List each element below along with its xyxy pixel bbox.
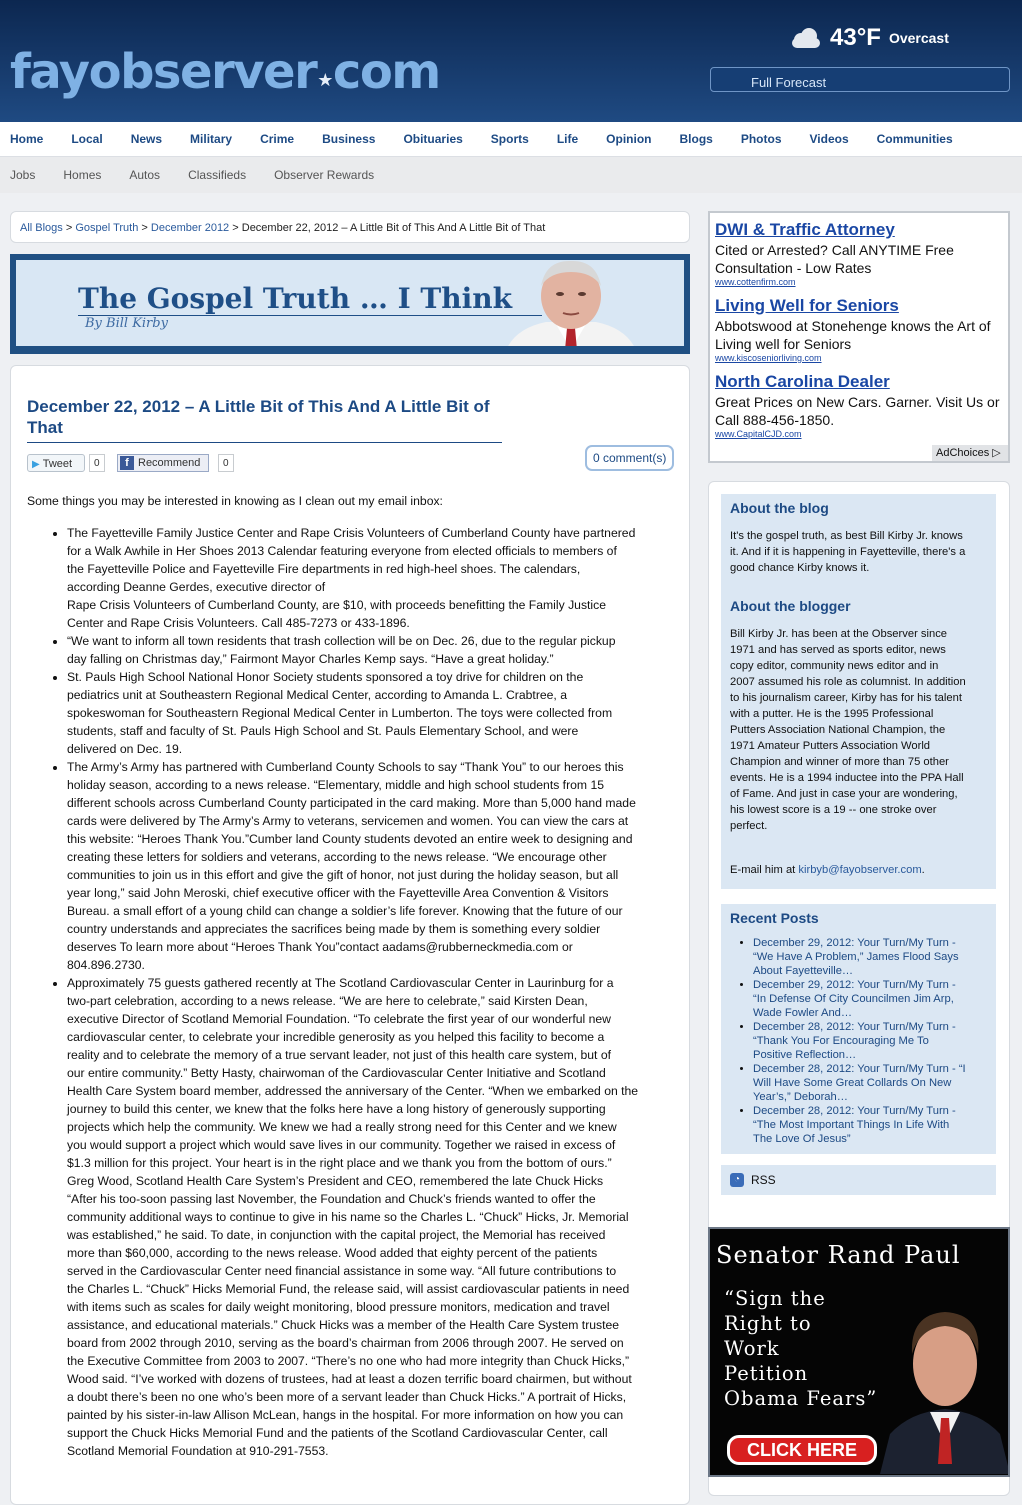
text-line: executive Director of Scotland Memorial Foundation. “To celebrate the first year of our wonderful new [67,1012,611,1026]
text-line: Putters Association National Champion, the [730,724,946,736]
nav-crime[interactable]: Crime [260,132,295,146]
text-line: • December 28, 2012: Your Turn/My Turn - “I [753,1063,966,1075]
logo-suffix: com [332,44,440,100]
email-prefix: E-mail him at [730,864,796,876]
nav-news[interactable]: News [130,132,163,146]
list-item [753,1062,987,1104]
text-line: cardiovascular center, to celebrate your incredible generosity as you helped this facility to become a [67,1030,605,1044]
text-line: Bureau. a small effort of a young child can change a soldier’s life forever. Knowing that the future of our [67,904,623,918]
site-logo[interactable] [10,44,440,100]
text-line: • Approximately 75 guests gathered recently at The Scotland Cardiovascular Center in Laurinburg for a [67,976,614,990]
recommend-button[interactable] [117,454,209,472]
text-line: journey to build this center, we knew that the folks here have a long history of generously supporting [67,1102,606,1116]
cloud-icon [790,27,822,49]
list-item [753,936,987,978]
list-item [753,1020,987,1062]
recent-post-link[interactable] [753,1104,987,1146]
text-line: to his journalism career, Kirby has for his talent [730,692,962,704]
ad-url[interactable]: www.kiscoseniorliving.com [715,353,822,363]
text-line: with items such as scales for daily weight monitoring, blood pressure monitors, medication and travel [67,1300,610,1314]
breadcrumb [10,211,690,243]
text-line: About Fayetteville… [753,965,854,977]
list-item [753,978,987,1020]
ad-title[interactable]: DWI & Traffic Attorney [715,220,895,239]
nav-sports[interactable]: Sports [490,132,529,146]
text-line: 1971 Amateur Putters Association World [730,740,931,752]
ad-text: Cited or Arrested? Call ANYTIME Free [715,242,954,258]
weather-condition: Overcast [888,30,949,46]
text-line: the Charles L. “Chuck” Hicks Memorial Fund, the release said, will assist cardiovascular patients in need [67,1282,630,1296]
recent-posts-heading: Recent Posts [730,910,819,926]
text-line: of Fame. And just in case your are wondering, [730,788,958,800]
text-line: $1.3 million for this project. Your heart is in the right place and we thank you from the bottom of ours.” [67,1156,612,1170]
weather-widget [790,24,949,52]
star-icon: ★ [317,70,332,91]
text-line: “The Most Important Things In Life With [753,1119,950,1131]
comments-button[interactable]: 0 comment(s) [585,445,674,471]
breadcrumb-gospel-truth[interactable]: Gospel Truth [75,222,139,234]
text-line: year long,” said John Meroski, chief executive officer with the Fayetteville Area Convention & Visitors [67,886,609,900]
text-line: • “We want to inform all town residents that trash collection will be on Dec. 26, due to the regular pickup [67,634,616,648]
rand-paul-ad[interactable] [708,1227,1010,1477]
list-item [67,632,679,668]
text-line: students, staff and faculty of St. Pauls High School and St. Pauls Elementary School, and were [67,724,579,738]
text-line: the Executive Committee from 2003 to 2007. “There’s no one who had more integrity than Chuck Hicks,” [67,1354,630,1368]
email-line [730,862,987,878]
text-line: Positive Reflection… [753,1049,857,1061]
text-line: day falling on Christmas day,” Fairmont Mayor Charles Kemp says. “Have a great holiday.” [67,652,554,666]
text-line: “After his too-soon passing last November, the Foundation and Chuck’s friends wanted to offer the [67,1192,596,1206]
article-list [67,524,679,1460]
text-line: our entire community.” Betty Hasty, chairwoman of the Cardiovascular Center Initiative and Scotland [67,1066,606,1080]
ad-text: Call 888-456-1850. [715,412,835,428]
text-line: his lowest score is a 19 -- one stroke over [730,804,937,816]
text-line: It's the gospel truth, as best Bill Kirby Jr. knows [730,530,963,542]
list-item [67,524,679,632]
list-item [67,668,679,758]
text-line: was established,” he said. To date, in conjunction with the capital project, the Memorial has received [67,1228,606,1242]
ad-headline: Senator Rand Paul [716,1241,961,1269]
nav-home[interactable]: Home [10,132,44,146]
site-header [0,0,1022,122]
text-line: Greg Wood, Scotland Health Care System’s President and CEO, remembered the late Chuck Hicks [67,1174,604,1188]
full-forecast-button[interactable]: Full Forecast [710,67,1010,92]
adchoices-button[interactable] [932,445,1008,461]
ad-title[interactable]: North Carolina Dealer [715,372,890,391]
text-line: Will Have Some Great Collards On New [753,1077,952,1089]
rss-link[interactable] [721,1165,996,1195]
text-line: you would support a project which would save lives in our community. Together we raised in excess of [67,1138,616,1152]
text-line: communities to join us in this effort and give the gift of honor, not just during the holiday season, but all [67,868,619,882]
nav-homes[interactable]: Homes [63,168,102,182]
breadcrumb-separator: > [232,222,239,234]
email-suffix: . [921,864,925,876]
breadcrumb-separator: > [141,222,148,234]
nav-business[interactable]: Business [322,132,376,146]
text-line: reality and to celebrate the memory of a true servant leader, not just of this health care system, but of [67,1048,611,1062]
about-blogger-text [730,626,987,834]
ad-quote [724,1286,877,1411]
blog-title: The Gospel Truth … I Think [78,282,542,316]
text-line: Bill Kirby Jr. has been at the Observer since [730,628,948,640]
nav-life[interactable]: Life [556,132,579,146]
text-line: 1971 and has served as sports editor, news [730,644,946,656]
text-line: “In Defense Of City Councilmen Jim Arp, [753,993,954,1005]
list-item [67,974,679,1460]
blog-author: By Bill Kirby [85,316,168,331]
text-line: the Fayetteville Police and Fayetteville Fire departments in red high-heel shoes. The calendars, [67,562,581,576]
text-line: “Sign the [724,1287,826,1310]
ad-text: Great Prices on New Cars. Garner. Visit Us or [715,394,1000,410]
nav-observer-rewards[interactable]: Observer Rewards [274,168,375,182]
text-line: Center and Rape Crisis Volunteers. Call 485-7273 or 433-1896. [67,616,410,630]
recommend-count: 0 [218,454,234,472]
text-line: perfect. [730,820,768,832]
text-line: delivered on Dec. 19. [67,742,183,756]
text-line: Wood said. “I’ve worked with dozens of trustees, had at least a dozen terrific board chairmen, but without [67,1372,632,1386]
nav-classifieds[interactable]: Classifieds [188,168,247,182]
text-line: with a putter. He is the 1995 Professional [730,708,934,720]
text-line: country understands and appreciates the sacrifices being made by them is something every soldier [67,922,601,936]
recent-posts-list [753,936,987,1146]
text-line: Champion and winner of more than 75 other [730,756,949,768]
text-line: Scotland Memorial Foundation at 910-291-7553. [67,1444,329,1458]
text-line: painted by his sister-in-law Allison McLean, hangs in the hospital. For more information on how you can [67,1408,624,1422]
text-line: copy editor, community news editor and in [730,660,939,672]
text-line: spokeswoman for Southeastern Regional Medical Center in Lumberton. The toys were collected from [67,706,613,720]
breadcrumb-all-blogs[interactable]: All Blogs [20,222,63,234]
text-line: 804.896.2730. [67,958,145,972]
nav-blogs[interactable]: Blogs [679,132,713,146]
text-line: The Love Of Jesus” [753,1133,851,1145]
article-body [27,492,679,1460]
adchoices-icon: ▷ [992,447,1001,459]
text-line: pediatrics unit at Southeastern Regional Medical Center, according to Amanda L. Crabtree, a [67,688,567,702]
text-line: different schools across Cumberland County participated in the card making. More than 5,000 hand made [67,796,636,810]
text-line: deserves To learn more about “Heroes Thank You”contact aadams@rubberneckmedia.com or [67,940,573,954]
text-line: Work [724,1337,780,1360]
nav-autos[interactable]: Autos [129,168,161,182]
article-intro: Some things you may be interested in knowing as I clean out my email inbox: [27,494,443,508]
blog-banner [10,254,690,354]
tweet-button[interactable] [27,454,85,472]
tweet-label: Tweet [42,458,73,470]
text-line: support the Chuck Hicks Memorial Fund and the patients of the Scotland Cardiovascular Center, call [67,1426,608,1440]
text-line: • St. Pauls High School National Honor Society students sponsored a toy drive for children on the [67,670,584,684]
twitter-bird-icon: ▶ [32,458,40,470]
text-line: “We Have A Problem,” James Flood Says [753,951,959,963]
ad-url[interactable]: www.cottenfirm.com [715,277,796,287]
ad-text: Living well for Seniors [715,336,852,352]
recent-post-link[interactable] [753,1020,987,1062]
tweet-count: 0 [89,454,105,472]
text-line: Year’s,” Deborah… [753,1091,848,1103]
rss-label: RSS [751,1173,776,1187]
article-card [10,365,690,1505]
text-ads [708,211,1010,463]
text-line: events. He is a 1994 inductee into the PPA Hall [730,772,964,784]
breadcrumb-separator: > [65,222,73,234]
rss-icon: ◔ [730,1173,744,1187]
text-line: • December 28, 2012: Your Turn/My Turn - [753,1105,956,1117]
text-line: board from 2002 through 2010, serving as the board’s chairman from 2006 through 2007. He served on [67,1336,624,1350]
text-line: creating these letters for soldiers and veterans, according to the news release. “We encourage other [67,850,607,864]
nav-jobs[interactable]: Jobs [10,168,36,182]
about-blog-text [730,528,987,576]
about-blog-heading: About the blog [730,500,829,516]
recommend-label: Recommend [138,457,201,469]
text-line: holiday season, according to a news release. “Elementary, middle and high school students from 15 [67,778,604,792]
breadcrumb-december-2012[interactable]: December 2012 [150,222,230,234]
text-line: • December 29, 2012: Your Turn/My Turn - [753,937,956,949]
recent-post-link[interactable] [753,978,987,1020]
text-line: projects which help the community. We knew we had a really strong need for this Center and we knew [67,1120,617,1134]
list-item [753,1104,987,1146]
text-line: community additional ways to continue to give in his name so the Charles L. “Chuck” Hicks, Jr. Memorial [67,1210,629,1224]
recent-post-link[interactable] [753,1062,987,1104]
text-line: according Deanne Gerdes, executive director of [67,580,326,594]
text-line: Health Care System board member, addressed the anniversary of the Center. “When we embarked on the [67,1084,639,1098]
nav-photos[interactable]: Photos [740,132,782,146]
text-line: • The Fayetteville Family Justice Center and Rape Crisis Volunteers of Cumberland County have partnered [67,526,636,540]
text-line: it. And if it is happening in Fayetteville, there's a [730,546,966,558]
text-line: 2007 assumed his role as columnist. In addition [730,676,966,688]
text-line: good chance Kirby knows it. [730,562,870,574]
text-line: • December 29, 2012: Your Turn/My Turn - [753,979,956,991]
list-item [67,758,679,974]
ad-title[interactable]: Living Well for Seniors [715,296,899,315]
text-line: two-part celebration, according to a news release. “We are here to celebrate,” said Kirsten Dean, [67,994,588,1008]
text-line: this website: “Heroes Thank You.”Cumber land County students devoted an entire week to designing and [67,832,633,846]
facebook-icon: f [120,456,134,470]
text-line: served in the Cardiovascular Center need financial assistance in some way. “All future contributions to [67,1264,617,1278]
about-blogger-heading: About the blogger [730,598,851,614]
text-line: Obama Fears” [724,1387,878,1410]
nav-local[interactable]: Local [71,132,103,146]
breadcrumb-current: December 22, 2012 – A Little Bit of This And A Little Bit of That [241,222,546,234]
text-line: assistance, and educational materials.” Chuck Hicks was a member of the Health Care System trustee [67,1318,620,1332]
text-line: cards were delivered by The Army’s Army to veterans, servicemen and women. You can view the cars at [67,814,629,828]
ad-text: Consultation - Low Rates [715,260,872,276]
adchoices-label: AdChoices [936,447,990,459]
text-line: • December 28, 2012: Your Turn/My Turn - [753,1021,956,1033]
nav-opinion[interactable]: Opinion [606,132,652,146]
text-line: • The Army’s Army has partnered with Cumberland County Schools to say “Thank You” to our heroes this [67,760,624,774]
email-link[interactable]: kirbyb@fayobserver.com [798,864,922,876]
text-line: Wade Fowler And… [753,1007,853,1019]
secondary-nav [0,157,1022,193]
senator-photo [880,1294,1010,1474]
click-here-button[interactable]: CLICK HERE [727,1435,877,1465]
text-line: Right to [724,1312,812,1335]
text-line: a doubt there’s been no one who’s been more of a servant leader than Chuck Hicks.” A portrait of Hicks, [67,1390,627,1404]
ad-url[interactable]: www.CapitalCJD.com [715,429,802,439]
nav-military[interactable]: Military [190,132,233,146]
ad-text: Abbotswood at Stonehenge knows the Art of [715,318,991,334]
article-title: December 22, 2012 – A Little Bit of This And A Little Bit of That [27,396,502,443]
nav-obituaries[interactable]: Obituaries [403,132,463,146]
primary-nav [0,122,1022,157]
nav-videos[interactable]: Videos [809,132,849,146]
text-line: Rape Crisis Volunteers of Cumberland County, are $10, with proceeds benefitting the Family Justice [67,598,607,612]
text-line: more than $60,000, according to the news release. Wood added that eighty percent of the patients [67,1246,598,1260]
temperature: 43°F [830,24,881,51]
nav-communities[interactable]: Communities [876,132,953,146]
author-photo [496,260,646,346]
logo-name: fayobserver [10,44,317,100]
recent-post-link[interactable] [753,936,987,978]
text-line: Petition [724,1362,809,1385]
text-line: “Thank You For Encouraging Me To [753,1035,929,1047]
text-line: for a Walk Awhile in Her Shoes 2013 Calendar featuring everyone from elected officials to members of [67,544,617,558]
recent-posts-panel [721,904,996,1154]
about-panel [721,494,996,889]
